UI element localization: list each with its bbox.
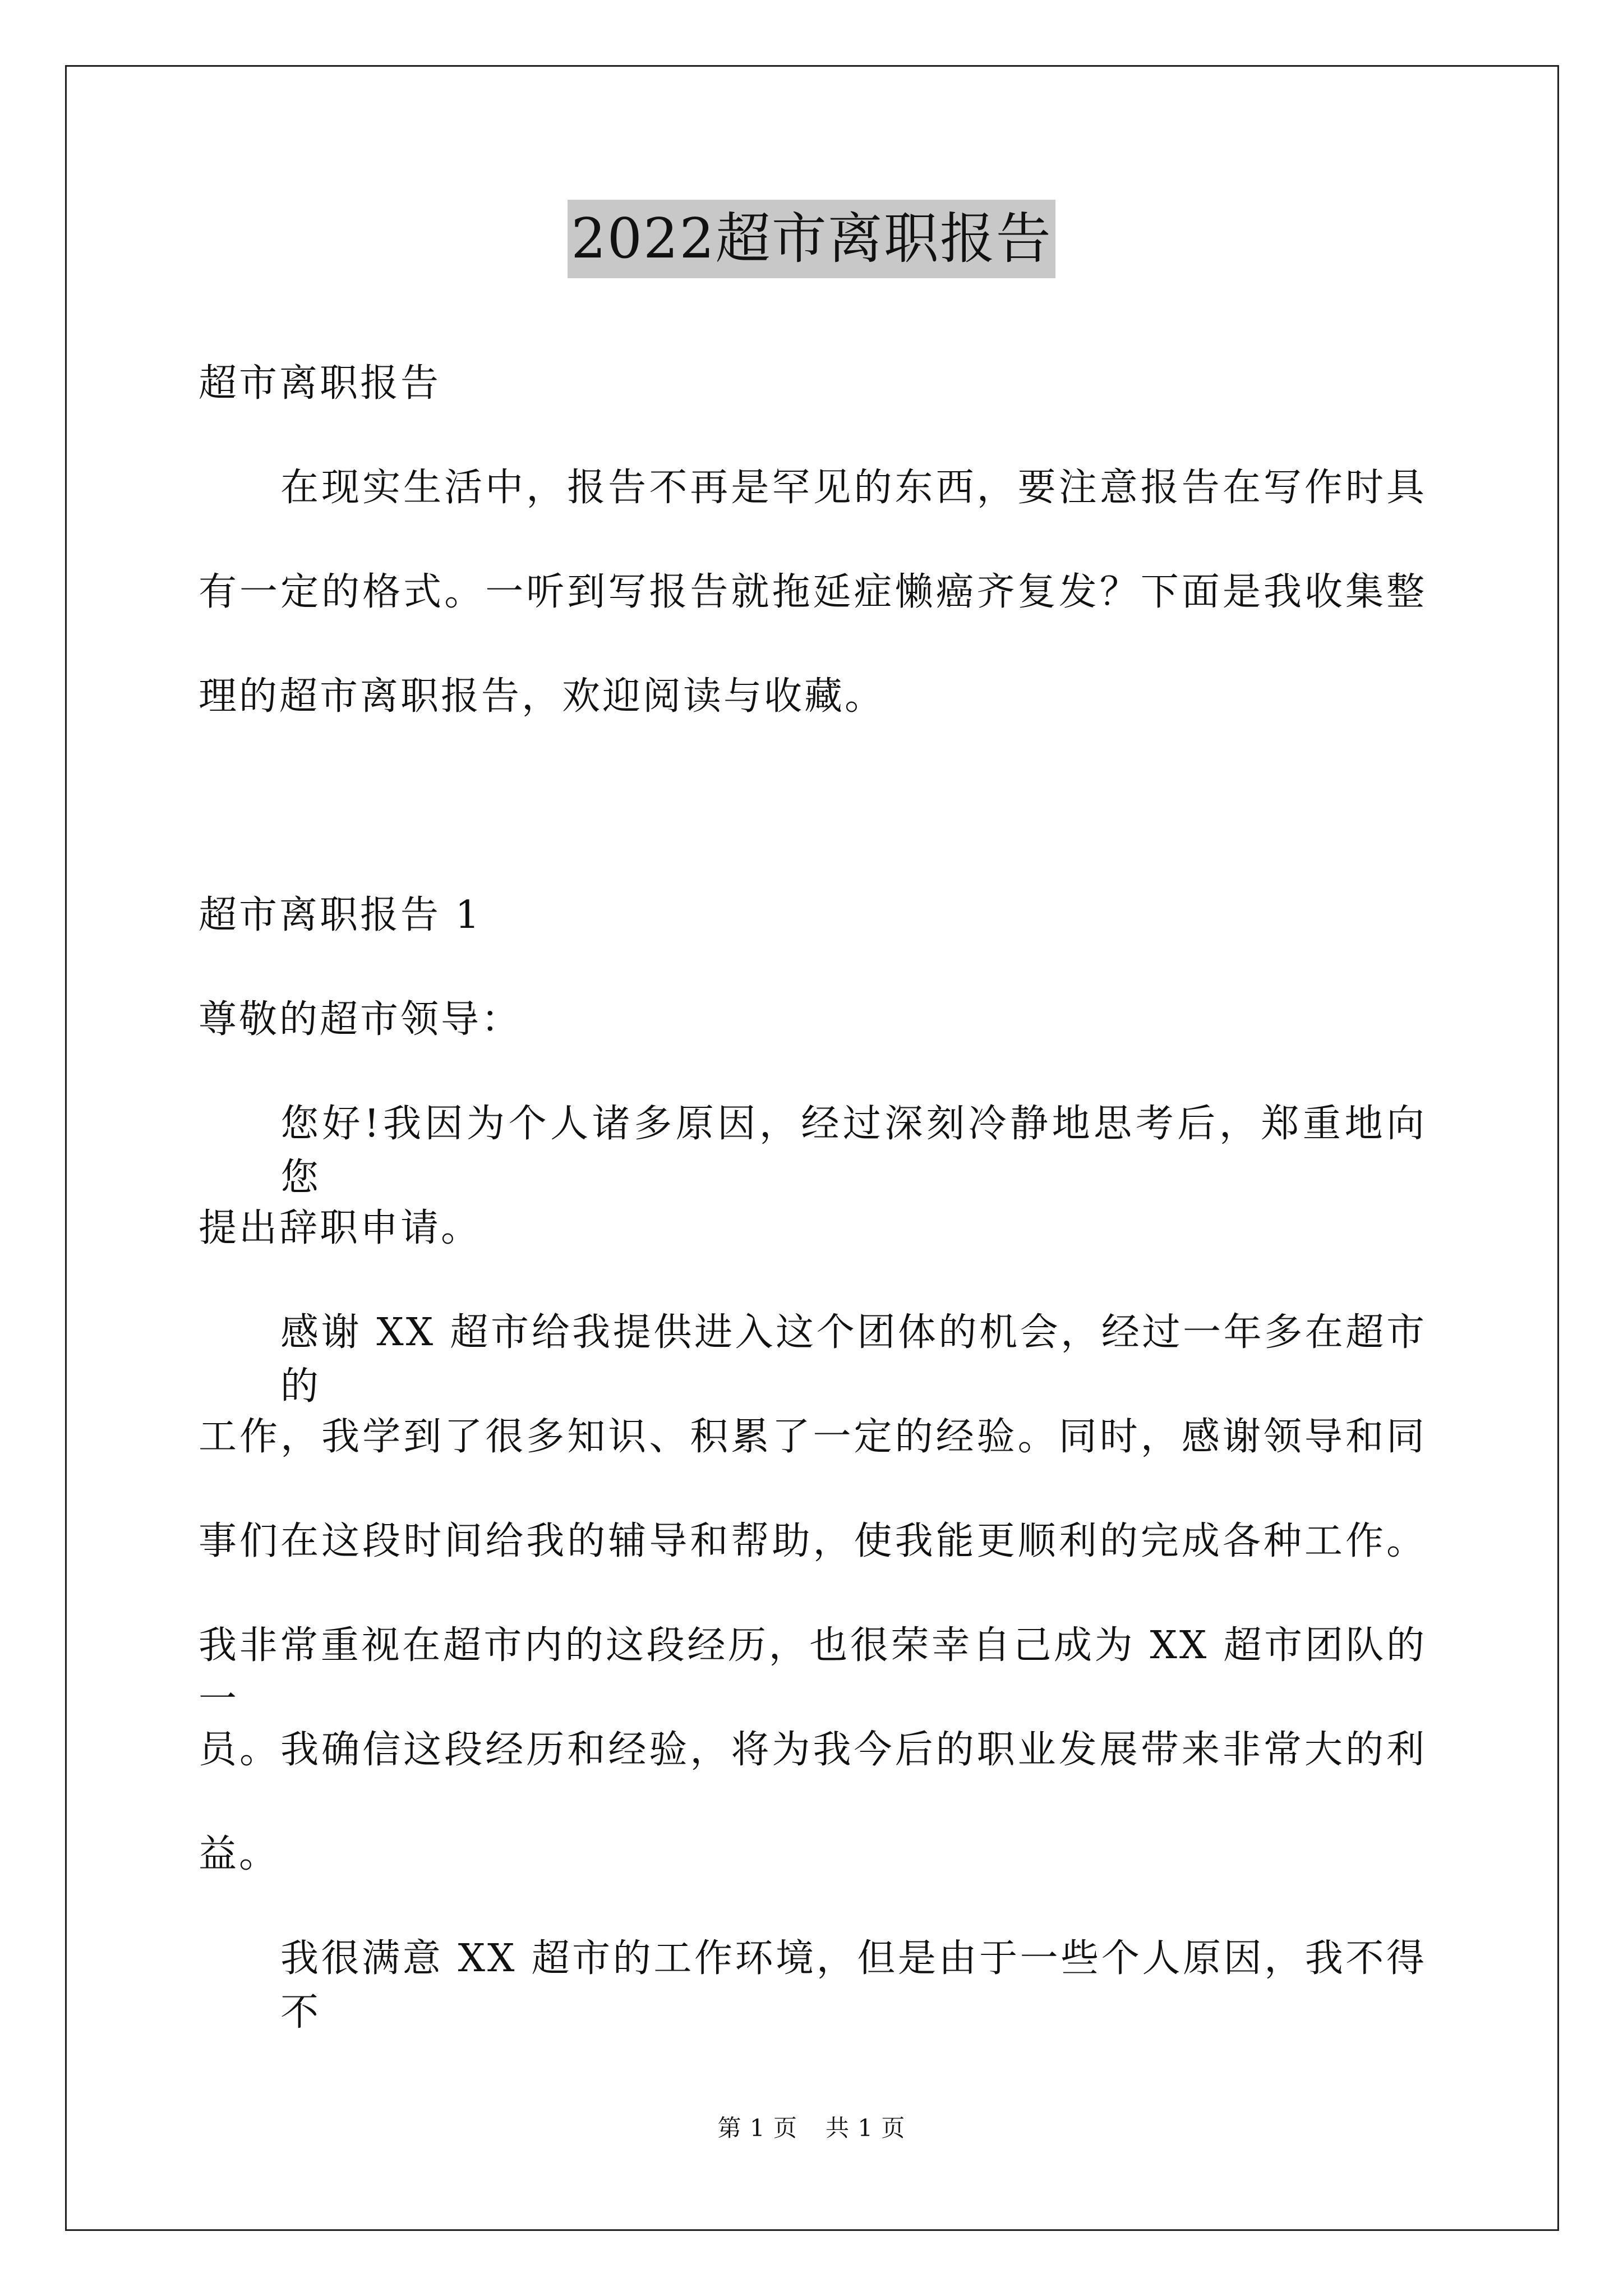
document-subtitle: 超市离职报告 <box>199 361 441 406</box>
intro-line-3: 理的超市离职报告，欢迎阅读与收藏。 <box>199 674 886 719</box>
intro-line-1: 在现实生活中，报告不再是罕见的东西，要注意报告在写作时具 <box>280 466 1427 510</box>
section-heading: 超市离职报告 1 <box>199 893 482 937</box>
page-number-total: 共 1 页 <box>826 2114 906 2142</box>
intro-line-2: 有一定的格式。一听到写报告就拖延症懒癌齐复发？下面是我收集整 <box>199 570 1427 614</box>
page-number-current: 第 1 页 <box>717 2114 797 2142</box>
body-line-3: 感谢 XX 超市给我提供进入这个团体的机会，经过一年多在超市的 <box>280 1310 1427 1409</box>
body-line-7: 员。我确信这段经历和经验，将为我今后的职业发展带来非常大的利 <box>199 1728 1427 1772</box>
body-line-6: 我非常重视在超市内的这段经历，也很荣幸自己成为 XX 超市团队的一 <box>199 1623 1427 1722</box>
page-footer <box>0 2111 1623 2145</box>
salutation: 尊敬的超市领导： <box>199 997 522 1042</box>
body-line-8: 益。 <box>199 1832 280 1876</box>
title-container <box>0 200 1623 278</box>
body-line-1: 您好!我因为个人诸多原因，经过深刻冷静地思考后，郑重地向您 <box>280 1102 1427 1200</box>
document-title: 2022超市离职报告 <box>568 200 1055 278</box>
body-line-9: 我很满意 XX 超市的工作环境，但是由于一些个人原因，我不得不 <box>280 1936 1427 2035</box>
body-line-4: 工作，我学到了很多知识、积累了一定的经验。同时，感谢领导和同 <box>199 1415 1427 1459</box>
body-line-2: 提出辞职申请。 <box>199 1206 482 1250</box>
body-line-5: 事们在这段时间给我的辅导和帮助，使我能更顺利的完成各种工作。 <box>199 1519 1427 1563</box>
